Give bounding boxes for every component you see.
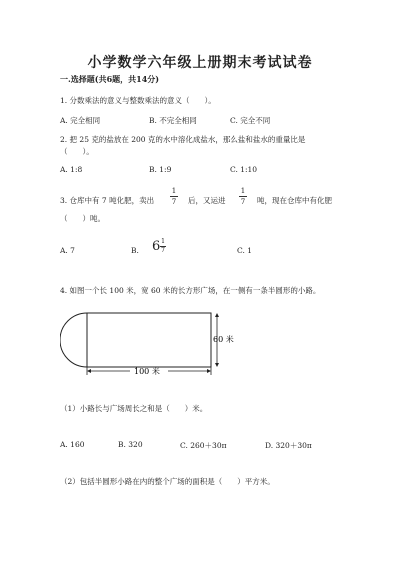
question-2-option-c[interactable]: C. 1:10 <box>230 165 258 174</box>
question-1-stem: 1. 分数乘法的意义与整数乘法的意义（ ）。 <box>60 96 216 105</box>
fraction-bar <box>239 196 247 197</box>
question-4-figure <box>60 305 260 383</box>
arrow-left-icon <box>87 369 91 373</box>
question-3-option-b-whole: 6 <box>152 239 161 254</box>
arrow-up-icon <box>215 313 219 317</box>
question-3-line2: （ ）吨。 <box>60 214 105 223</box>
question-3-option-a[interactable]: A. 7 <box>60 246 75 255</box>
question-3-option-b-fraction <box>160 239 166 254</box>
fraction-denominator: 7 <box>240 198 246 206</box>
question-3-fraction-2 <box>239 187 247 206</box>
fraction-denominator: 7 <box>171 198 177 206</box>
question-4-sub1-option-d[interactable]: D. 320＋30π <box>265 441 312 450</box>
rectangle-square <box>87 313 211 367</box>
fraction-bar <box>170 196 178 197</box>
semicircle-path <box>60 313 87 367</box>
question-3-part3: 吨，现在仓库中有化肥 <box>257 196 332 205</box>
question-4-sub1: （1）小路长与广场周长之和是（ ）米。 <box>60 404 208 413</box>
question-3-part2: 后，又运进 <box>188 196 226 205</box>
arrow-down-icon <box>215 363 219 367</box>
question-2-option-b[interactable]: B. 1:9 <box>149 165 172 174</box>
question-4-sub2: （2）包括半圆形小路在内的整个广场的面积是（ ）平方米。 <box>60 477 275 486</box>
question-1-option-b[interactable]: B. 不完全相同 <box>149 116 197 125</box>
page-title: 小学数学六年级上册期末考试试卷 <box>87 55 313 71</box>
length-label: 100 米 <box>134 367 160 376</box>
question-3-part1: 3. 仓库中有 7 吨化肥，卖出 <box>60 196 155 205</box>
width-label: 60 米 <box>213 335 234 344</box>
fraction-numerator: 1 <box>171 187 177 195</box>
arrow-right-icon <box>207 369 211 373</box>
question-1-option-a[interactable]: A. 完全相同 <box>60 116 101 125</box>
question-3-option-b-label[interactable]: B. <box>131 246 139 255</box>
question-2-stem-line1: 2. 把 25 克的盐放在 200 克的水中溶化成盐水，那么盐和盐水的重量比是 <box>60 135 306 144</box>
question-1-option-c[interactable]: C. 完全不同 <box>230 116 271 125</box>
question-3-fraction-1 <box>170 187 178 206</box>
section-heading: 一.选择题(共6题，共14分) <box>60 74 160 84</box>
fraction-numerator: 1 <box>240 187 246 195</box>
question-3-option-c[interactable]: C. 1 <box>237 246 253 255</box>
question-2-option-a[interactable]: A. 1:8 <box>60 165 83 174</box>
question-4-sub1-option-b[interactable]: B. 320 <box>118 440 143 449</box>
fraction-numerator: 1 <box>161 238 165 245</box>
question-4-sub1-option-a[interactable]: A. 160 <box>60 440 85 449</box>
question-2-stem-line2: （ ）。 <box>60 147 94 156</box>
question-4-stem: 4. 如图一个长 100 米，宽 60 米的长方形广场，在一侧有一条半圆形的小路。 <box>60 286 321 295</box>
question-4-sub1-option-c[interactable]: C. 260＋30π <box>180 441 227 450</box>
fraction-denominator: 7 <box>161 247 165 254</box>
